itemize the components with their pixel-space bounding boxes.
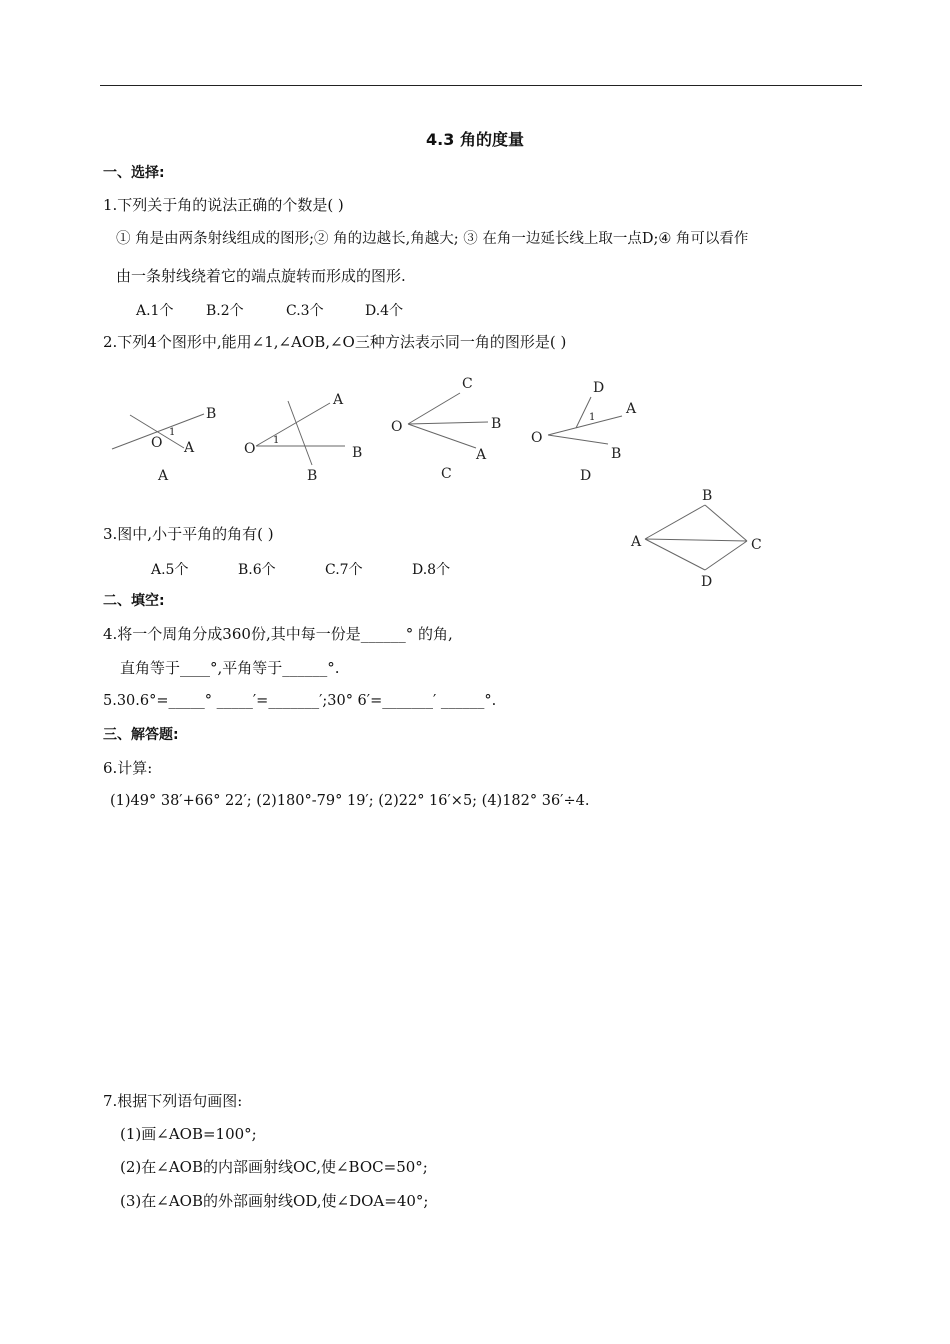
fig3-label-b: B bbox=[491, 416, 502, 432]
q3-segment-dc bbox=[705, 541, 747, 570]
fig2-label-o: O bbox=[244, 441, 256, 457]
q7-item-1: (1)画∠AOB=100°; bbox=[120, 1125, 257, 1143]
fig3-ray-oa bbox=[408, 424, 476, 448]
fig1-label-a-right: A bbox=[184, 440, 195, 456]
q3-label-d: D bbox=[701, 574, 713, 590]
fig1-label-a-bottom: A bbox=[158, 468, 169, 484]
q3-segment-ac bbox=[645, 539, 747, 541]
fig1-label-b: B bbox=[206, 406, 217, 422]
fig4-ray-ob bbox=[548, 435, 608, 444]
fig2-cross-line bbox=[288, 401, 312, 465]
fig2-label-b-right: B bbox=[352, 445, 363, 461]
fig2-label-a: A bbox=[333, 392, 344, 408]
fig2-label-1: 1 bbox=[273, 435, 280, 446]
q3-option-c: C.7个 bbox=[325, 562, 363, 578]
q3-option-b: B.6个 bbox=[238, 562, 276, 578]
fig4-ray-oa bbox=[548, 416, 622, 435]
fig3-label-a: A bbox=[476, 447, 487, 463]
q4-line1: 4.将一个周角分成360份,其中每一份是______° 的角, bbox=[103, 625, 453, 643]
fig3-label-o: O bbox=[391, 419, 403, 435]
q3-option-d: D.8个 bbox=[412, 562, 451, 578]
fig3-ray-oc bbox=[408, 393, 460, 424]
q2-figure-4 bbox=[531, 380, 637, 484]
fig4-label-d-bottom: D bbox=[580, 468, 592, 484]
q1-option-c: C.3个 bbox=[286, 303, 324, 319]
q3-label-c: C bbox=[751, 537, 762, 553]
q1-option-d: D.4个 bbox=[365, 303, 404, 319]
fig2-label-b-bottom: B bbox=[307, 468, 318, 484]
section-solve-heading: 三、解答题: bbox=[103, 727, 179, 743]
q7-stem: 7.根据下列语句画图: bbox=[103, 1092, 243, 1110]
q3-label-a: A bbox=[631, 534, 642, 550]
q3-stem: 3.图中,小于平角的角有( ) bbox=[103, 525, 274, 543]
q3-segment-ad bbox=[645, 539, 705, 570]
fig1-label-1: 1 bbox=[169, 427, 176, 438]
fig2-ray-oa bbox=[256, 403, 330, 446]
q1-statements-line2: 由一条射线绕着它的端点旋转而形成的图形. bbox=[116, 267, 406, 285]
fig4-label-a: A bbox=[626, 401, 637, 417]
section-fill-heading: 二、填空: bbox=[103, 593, 165, 609]
fig4-label-d-top: D bbox=[593, 380, 605, 396]
fig4-label-1: 1 bbox=[589, 412, 596, 423]
q6-stem: 6.计算: bbox=[103, 759, 153, 777]
q1-stem: 1.下列关于角的说法正确的个数是( ) bbox=[103, 196, 344, 214]
q7-item-3: (3)在∠AOB的外部画射线OD,使∠DOA=40°; bbox=[120, 1192, 429, 1210]
q3-option-a: A.5个 bbox=[151, 562, 189, 578]
fig3-ray-ob bbox=[408, 422, 488, 424]
fig1-label-o: O bbox=[151, 435, 163, 451]
page-title: 4.3 角的度量 bbox=[426, 130, 524, 149]
q4-line2: 直角等于____°,平角等于______°. bbox=[120, 659, 340, 677]
q1-statements-line1: ① 角是由两条射线组成的图形;② 角的边越长,角越大; ③ 在角一边延长线上取一点D;④ 角可以看作 bbox=[116, 231, 749, 247]
q1-option-a: A.1个 bbox=[136, 303, 174, 319]
fig3-label-c-top: C bbox=[462, 376, 473, 392]
q6-expressions: (1)49° 38′+66° 22′; (2)180°-79° 19′; (2)22° 16′×5; (4)182° 36′÷4. bbox=[110, 793, 590, 809]
q3-segment-bc bbox=[705, 505, 747, 541]
q1-option-b: B.2个 bbox=[206, 303, 244, 319]
q2-figure-2 bbox=[244, 392, 362, 484]
q5-line: 5.30.6°=_____° _____′=_______′;30° 6′=_______′ ______°. bbox=[103, 693, 497, 709]
q3-label-b: B bbox=[702, 488, 713, 504]
q2-figure-1 bbox=[112, 406, 216, 484]
fig4-label-o: O bbox=[531, 430, 543, 446]
q3-figure bbox=[630, 488, 762, 590]
q3-segment-ab bbox=[645, 505, 705, 539]
q7-item-2: (2)在∠AOB的内部画射线OC,使∠BOC=50°; bbox=[120, 1158, 428, 1176]
fig3-label-c-bottom: C bbox=[441, 466, 452, 482]
fig4-label-b: B bbox=[611, 446, 622, 462]
section-choice-heading: 一、选择: bbox=[103, 165, 165, 181]
q2-figure-3 bbox=[391, 376, 501, 482]
q2-stem: 2.下列4个图形中,能用∠1,∠AOB,∠O三种方法表示同一角的图形是( ) bbox=[103, 333, 567, 351]
